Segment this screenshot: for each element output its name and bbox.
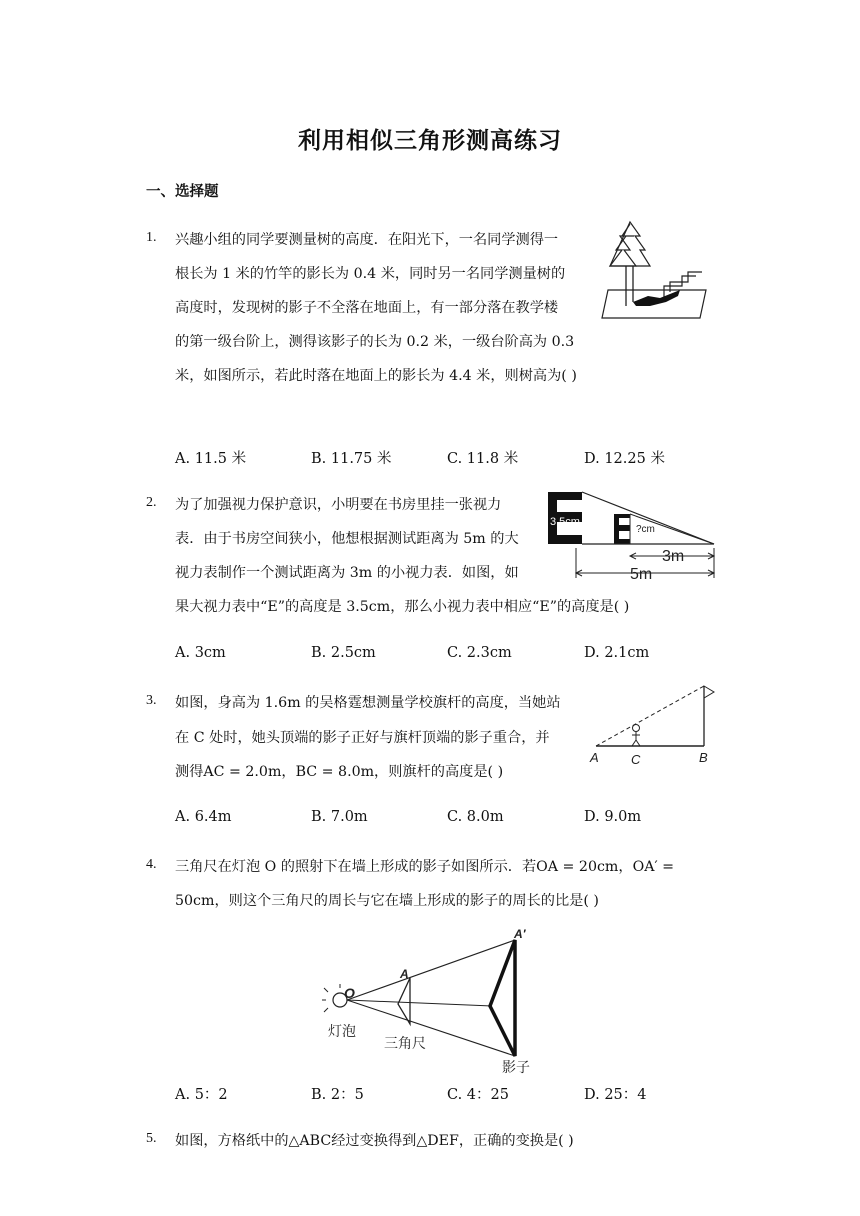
- bulb-label: 灯泡: [328, 1023, 356, 1039]
- option-b[interactable]: B. 11.75 米: [311, 451, 392, 467]
- label-3m: 3m: [662, 548, 685, 565]
- option-d[interactable]: D. 2.1cm: [584, 645, 650, 661]
- question-text-line: 米，如图所示，若此时落在地面上的影长为 4.4 米，则树高为( ): [175, 368, 577, 384]
- question-text-line: 如图，方格纸中的△ABC经过变换得到△DEF，正确的变换是( ): [175, 1133, 574, 1149]
- option-c[interactable]: C. 2.3cm: [447, 645, 512, 661]
- option-d[interactable]: D. 25：4: [584, 1087, 647, 1103]
- question-text-line: 测得AC = 2.0m，BC = 8.0m，则旗杆的高度是( ): [175, 764, 504, 780]
- point-b-label: B: [699, 750, 708, 765]
- section-heading: 一、选择题: [146, 184, 219, 200]
- tree-shadow-figure: [600, 218, 712, 324]
- label-5m: 5m: [630, 566, 653, 583]
- option-c[interactable]: C. 11.8 米: [447, 451, 519, 467]
- option-b[interactable]: B. 2：5: [311, 1087, 364, 1103]
- question-number: 2.: [146, 495, 157, 510]
- question-number: 1.: [146, 230, 157, 245]
- option-b[interactable]: B. 7.0m: [311, 809, 368, 825]
- shadow-label: 影子: [502, 1059, 530, 1075]
- point-a-label: A: [400, 967, 409, 981]
- question-text-line: 50cm，则这个三角尺的周长与它在墙上形成的影子的周长的比是( ): [175, 893, 599, 909]
- question-text-line: 高度时，发现树的影子不全落在地面上，有一部分落在教学楼: [175, 300, 559, 316]
- option-a[interactable]: A. 11.5 米: [175, 451, 247, 467]
- question-number: 5.: [146, 1131, 157, 1146]
- point-a-label: A: [590, 750, 599, 765]
- option-a[interactable]: A. 6.4m: [175, 809, 232, 825]
- flagpole-figure: [586, 680, 718, 770]
- question-text-line: 视力表制作一个测试距离为 3m 的小视力表．如图，如: [175, 565, 519, 581]
- page-title: 利用相似三角形测高练习: [298, 128, 562, 154]
- option-b[interactable]: B. 2.5cm: [311, 645, 376, 661]
- ruler-label: 三角尺: [384, 1035, 426, 1051]
- question-text-line: 果大视力表中“E”的高度是 3.5cm，那么小视力表中相应“E”的高度是( ): [175, 599, 630, 615]
- option-a[interactable]: A. 3cm: [175, 645, 226, 661]
- question-text-line: 兴趣小组的同学要测量树的高度．在阳光下，一名同学测得一: [175, 232, 559, 248]
- label-small-e: ?cm: [636, 524, 655, 535]
- question-text-line: 表．由于书房空间狭小，他想根据测试距离为 5m 的大: [175, 531, 519, 547]
- option-c[interactable]: C. 8.0m: [447, 809, 504, 825]
- option-d[interactable]: D. 12.25 米: [584, 451, 665, 467]
- lamp-triangle-figure: [322, 924, 540, 1076]
- point-c-label: C: [631, 752, 641, 767]
- question-text-line: 三角尺在灯泡 O 的照射下在墙上形成的影子如图所示．若OA = 20cm，OA′ =: [175, 859, 675, 875]
- point-a-prime-label: A′: [514, 927, 526, 941]
- question-text-line: 根长为 1 米的竹竿的影长为 0.4 米，同时另一名同学测量树的: [175, 266, 566, 282]
- question-text-line: 如图，身高为 1.6m 的吴格霆想测量学校旗杆的高度，当她站: [175, 695, 561, 711]
- option-c[interactable]: C. 4：25: [447, 1087, 509, 1103]
- option-a[interactable]: A. 5：2: [175, 1087, 228, 1103]
- eye-chart-figure: [544, 486, 718, 584]
- question-number: 3.: [146, 693, 157, 708]
- option-d[interactable]: D. 9.0m: [584, 809, 642, 825]
- question-text-line: 的第一级台阶上，测得该影子的长为 0.2 米，一级台阶高为 0.3: [175, 334, 575, 350]
- question-text-line: 在 C 处时，她头顶端的影子正好与旗杆顶端的影子重合，并: [175, 730, 550, 746]
- label-big-e: 3.5cm: [550, 516, 580, 528]
- question-number: 4.: [146, 857, 157, 872]
- question-text-line: 为了加强视力保护意识，小明要在书房里挂一张视力: [175, 497, 502, 513]
- point-o-label: O: [344, 985, 355, 1001]
